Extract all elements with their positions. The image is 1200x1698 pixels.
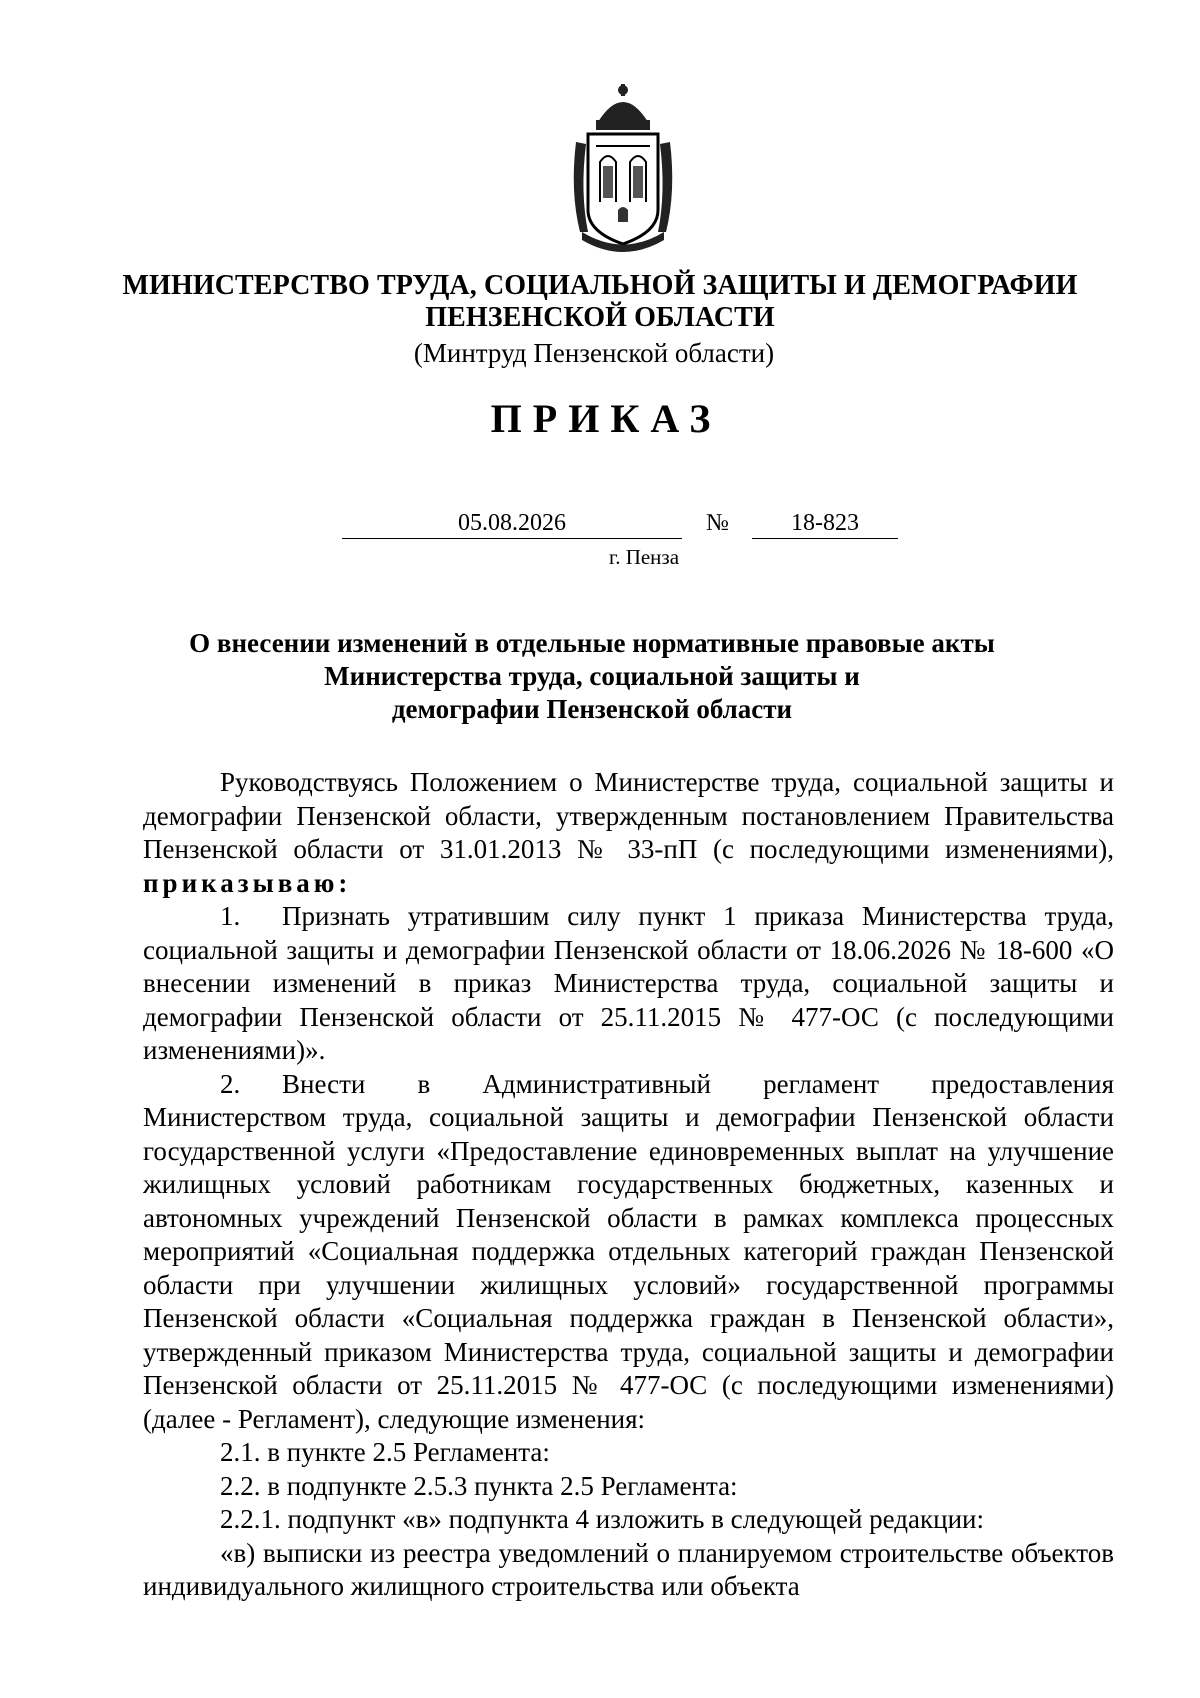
order-word: приказываю: — [143, 867, 352, 898]
item-2-1-paragraph: 2.1. в пункте 2.5 Регламента: — [220, 1437, 550, 1467]
item-v-paragraph: «в) выписки из реестра уведомлений о планируемом строительстве объектов индивидуального жилищного строительства или объекта — [143, 1537, 1114, 1601]
item-2-2-paragraph: 2.2. в подпункте 2.5.3 пункта 2.5 Регламента: — [220, 1470, 738, 1501]
org-name-line2: ПЕНЗЕНСКОЙ ОБЛАСТИ — [425, 302, 775, 333]
item-2-text: Внести в Административный регламент предоставления Министерством труда, социальной защиты и демографии Пензенской области государственной услуги «Предоставление единовременных выплат на улучшение жилищных условий работникам государственных бюджетных, казенных и автономных учреждений Пензенской области в рамках комплекса процессных мероприятий «Социальная поддержка отдельных категорий граждан Пензенской области при улучшении жилищных условий» государственной программы Пензенской области «Социальная поддержка граждан в Пензенской области», утвержденный приказом Министерства труда, социальной защиты и демографии Пензенской области от 25.11.2015 № 477-ОС (с последующими изменениями) (далее - Регламент), следующие изменения: — [143, 1068, 1114, 1434]
item-2-number: 2. — [220, 1068, 241, 1099]
org-name-line1: МИНИСТЕРСТВО ТРУДА, СОЦИАЛЬНОЙ ЗАЩИТЫ И ДЕМОГРАФИИ — [122, 270, 1078, 301]
subject-line2: Министерства труда, социальной защиты и — [324, 661, 860, 691]
order-number: 18-823 — [752, 508, 898, 539]
preamble-paragraph — [143, 766, 1114, 900]
city-label: г. Пенза — [608, 545, 680, 569]
preamble-text: Руководствуясь Положением о Министерстве труда, социальной защиты и демографии Пензенской области, утвержденным постановлением Правительства Пензенской области от 31.01.2013 № 33-пП (с последующими изменениями), — [143, 767, 1114, 864]
org-short-name: (Минтруд Пензенской области) — [413, 338, 775, 368]
subject-line3: демографии Пензенской области — [391, 694, 793, 724]
item-2-paragraph — [143, 1068, 1114, 1437]
number-sign: № — [706, 510, 729, 536]
item-1-text: Признать утратившим силу пункт 1 приказа Министерства труда, социальной защиты и демографии Пензенской области от 18.06.2026 № 18-600 «О внесении изменений в приказ Министерства труда, социальной защиты и демографии Пензенской области от 25.11.2015 № 477-ОС (с последующими изменениями)». — [143, 901, 1114, 1065]
coat-of-arms-emblem — [568, 82, 678, 252]
item-1-paragraph — [143, 900, 1114, 1068]
document-type-title: ПРИКАЗ — [490, 396, 722, 441]
subject-line1: О внесении изменений в отдельные нормативные правовые акты — [189, 628, 995, 658]
document-body — [143, 766, 1114, 1604]
item-2-2-1-paragraph: 2.2.1. подпункт «в» подпункта 4 изложить в следующей редакции: — [220, 1504, 984, 1534]
order-date: 05.08.2026 — [342, 508, 682, 539]
item-1-number: 1. — [220, 901, 241, 931]
